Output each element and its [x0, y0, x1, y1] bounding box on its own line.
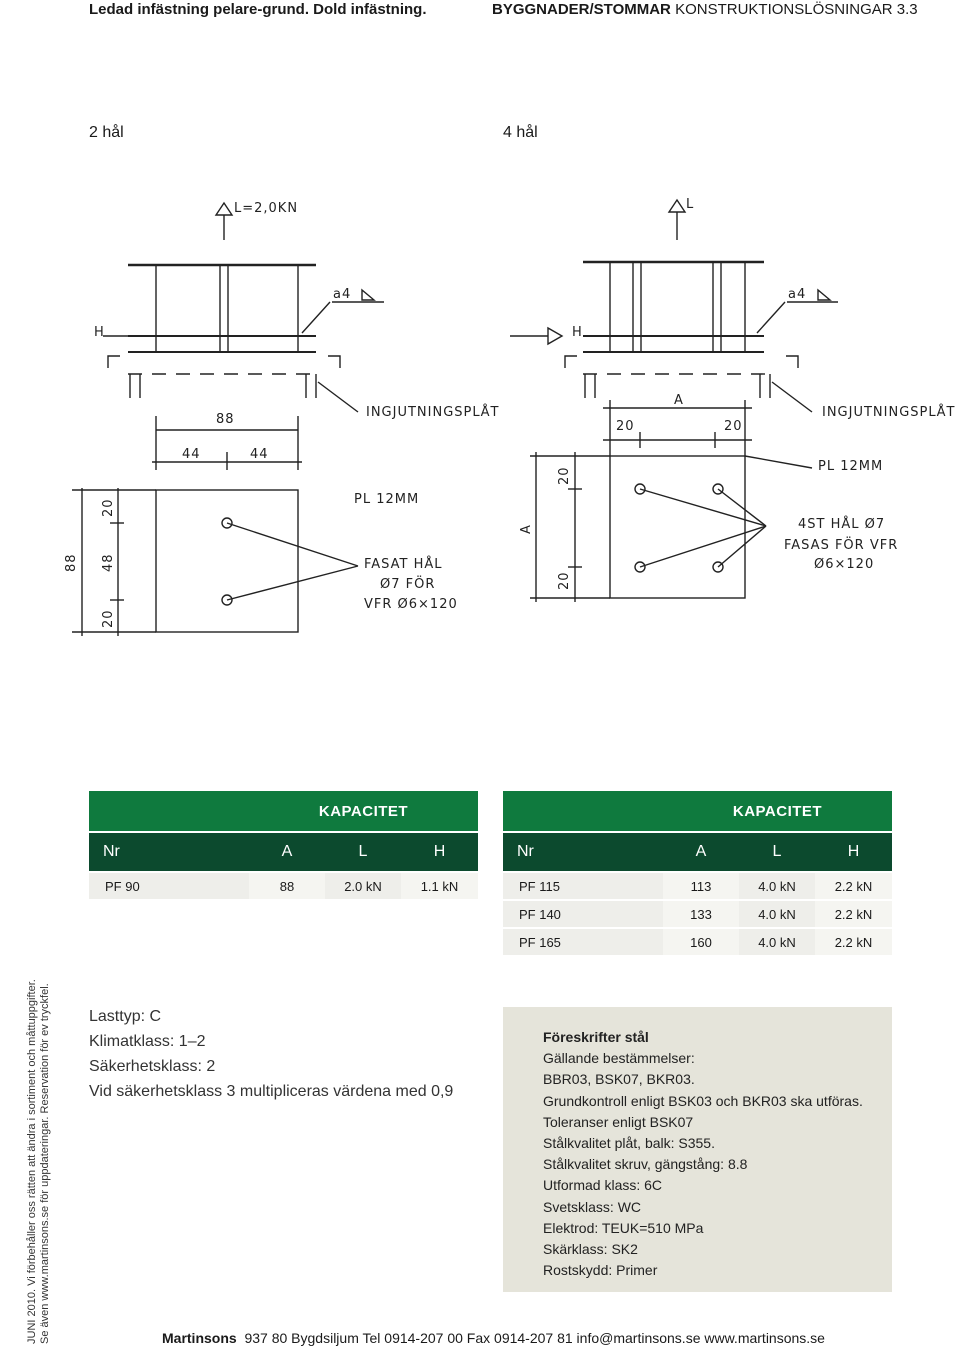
right-ingjutning-label: INGJUTNINGSPLÅT: [822, 405, 956, 420]
technical-drawing: [0, 0, 960, 660]
capacity-caption: KAPACITET: [663, 791, 892, 832]
left-dim-44b: 44: [250, 447, 269, 462]
col-l: L: [325, 832, 401, 872]
label-2-hal: 2 hål: [89, 124, 124, 141]
cell-a: 113: [663, 872, 739, 900]
cell-h: 1.1 kN: [401, 872, 478, 899]
climate-class: Klimatklass: 1–2: [89, 1033, 206, 1050]
right-holes-3: Ø6×120: [814, 557, 875, 572]
cell-l: 4.0 kN: [739, 872, 815, 900]
left-fasat-3: VFR Ø6×120: [364, 597, 458, 612]
right-dim-20a: 20: [616, 419, 635, 434]
cell-h: 2.2 kN: [815, 928, 892, 955]
right-holes-2: FASAS FÖR VFR: [784, 538, 899, 553]
rules-line: Utformad klass: 6C: [543, 1177, 663, 1194]
left-vdim-48: 48: [101, 553, 116, 572]
right-pl-label: PL 12MM: [818, 459, 884, 474]
section-bold: BYGGNADER/STOMMAR: [492, 1, 671, 18]
left-ingjutning-label: INGJUTNINGSPLÅT: [366, 405, 500, 420]
right-h-label: H: [572, 325, 583, 340]
capacity-caption: KAPACITET: [249, 791, 478, 832]
table-row: [503, 928, 892, 955]
rules-line: Gällande bestämmelser:: [543, 1050, 695, 1067]
table-row: [89, 872, 478, 899]
footer-contact: 937 80 Bygdsiljum Tel 0914-207 00 Fax 0914-207 81 info@martinsons.se www.martinsons.se: [244, 1330, 825, 1346]
steel-rules-panel: [503, 1007, 892, 1292]
right-load-label: L: [686, 197, 695, 212]
left-fasat-2: Ø7 FÖR: [380, 577, 436, 592]
cell-nr: PF 115: [503, 872, 663, 900]
cell-h: 2.2 kN: [815, 900, 892, 928]
rules-line: Svetsklass: WC: [543, 1198, 642, 1215]
left-load-label: L=2,0KN: [234, 201, 299, 216]
right-weld-label: a4: [788, 287, 807, 302]
col-nr: Nr: [89, 832, 249, 872]
right-vdim-20a: 20: [557, 466, 572, 485]
rules-line: Rostskydd: Primer: [543, 1262, 658, 1279]
caption-blank: [503, 791, 663, 832]
col-l: L: [739, 832, 815, 872]
rules-title: Föreskrifter stål: [543, 1029, 649, 1045]
cell-a: 88: [249, 872, 325, 899]
safety-note: Vid säkerhetsklass 3 multipliceras värdena med 0,9: [89, 1083, 454, 1100]
left-vdim-20a: 20: [101, 498, 116, 517]
load-type: Lasttyp: C: [89, 1008, 162, 1025]
col-a: A: [249, 832, 325, 872]
table-row: [503, 872, 892, 900]
left-h-label: H: [94, 325, 105, 340]
cell-nr: PF 90: [89, 872, 249, 899]
section-rest: KONSTRUKTIONSLÖSNINGAR 3.3: [675, 1, 918, 18]
cell-nr: PF 140: [503, 900, 663, 928]
right-dim-20b: 20: [724, 419, 743, 434]
rules-line: Elektrod: TEUK=510 MPa: [543, 1219, 704, 1236]
safety-class: Säkerhetsklass: 2: [89, 1058, 216, 1075]
right-holes-1: 4ST HÅL Ø7: [798, 517, 886, 532]
load-info: [89, 1004, 453, 1104]
disclaimer-line-2: Se även www.martinsons.se för uppdateringar. Reservation för ev tryckfel.: [39, 983, 51, 1344]
left-pl-label: PL 12MM: [354, 492, 420, 507]
disclaimer-line-1: JUNI 2010. Vi förbehåller oss rätten att ändra i sortiment och måttuppgifter.: [26, 979, 38, 1344]
col-a: A: [663, 832, 739, 872]
doc-title: Ledad infästning pelare-grund. Dold infästning.: [89, 1, 427, 18]
capacity-table-left: [89, 791, 478, 899]
rules-line: Skärklass: SK2: [543, 1241, 638, 1258]
footer-brand: Martinsons: [162, 1330, 237, 1346]
col-h: H: [815, 832, 892, 872]
cell-l: 4.0 kN: [739, 928, 815, 955]
table-row: [503, 900, 892, 928]
left-dim-44a: 44: [182, 447, 201, 462]
caption-blank: [89, 791, 249, 832]
side-disclaimer: [26, 979, 52, 1344]
cell-l: 4.0 kN: [739, 900, 815, 928]
cell-a: 133: [663, 900, 739, 928]
capacity-table-right: [503, 791, 892, 955]
left-vdim-88: 88: [64, 553, 79, 572]
rules-line: Grundkontroll enligt BSK03 och BKR03 ska utföras.: [543, 1092, 863, 1109]
cell-nr: PF 165: [503, 928, 663, 955]
rules-line: Toleranser enligt BSK07: [543, 1113, 694, 1130]
col-nr: Nr: [503, 832, 663, 872]
right-vdim-a: A: [519, 524, 534, 534]
label-4-hal: 4 hål: [503, 124, 538, 141]
rules-line: Stålkvalitet plåt, balk: S355.: [543, 1135, 715, 1152]
cell-a: 160: [663, 928, 739, 955]
right-dim-a: A: [674, 393, 684, 408]
rules-line: BBR03, BSK07, BKR03.: [543, 1071, 695, 1088]
cell-h: 2.2 kN: [815, 872, 892, 900]
left-vdim-20b: 20: [101, 609, 116, 628]
page-footer: [162, 1330, 825, 1346]
rules-line: Stålkvalitet skruv, gängstång: 8.8: [543, 1156, 748, 1173]
cell-l: 2.0 kN: [325, 872, 401, 899]
right-vdim-20b: 20: [557, 571, 572, 590]
left-dim-88: 88: [216, 412, 235, 427]
left-fasat-1: FASAT HÅL: [364, 557, 443, 572]
left-weld-label: a4: [333, 287, 352, 302]
col-h: H: [401, 832, 478, 872]
